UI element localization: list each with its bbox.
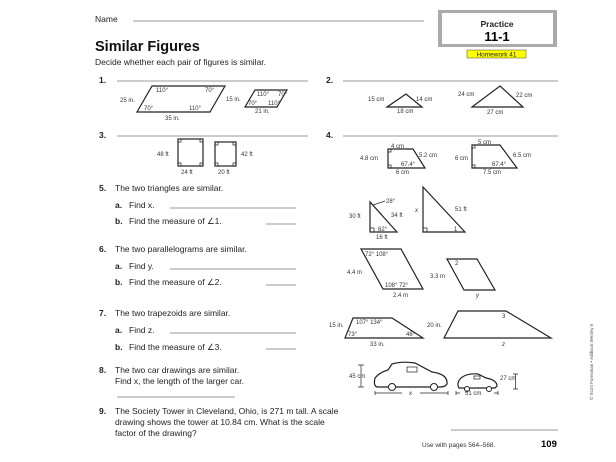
side-label: 6 cm bbox=[396, 170, 410, 176]
problem-6-text: The two parallelograms are similar. bbox=[115, 244, 247, 254]
problem-3-number: 3. bbox=[99, 130, 107, 140]
problem-5-number: 5. bbox=[99, 183, 107, 193]
problem-9-text: drawing shows the tower at 10.84 cm. What is the scale bbox=[115, 417, 325, 427]
lesson-number: 11-1 bbox=[484, 29, 510, 44]
part-b-text: Find the measure of ∠1. bbox=[129, 216, 222, 226]
side-label: 14 cm bbox=[416, 97, 433, 103]
angle-label: 2 bbox=[455, 261, 459, 267]
problem-9-number: 9. bbox=[99, 406, 107, 416]
trapezoid-7b bbox=[444, 311, 551, 338]
footer-reference: Use with pages 564–568. bbox=[422, 442, 496, 449]
side-label: 6 cm bbox=[455, 156, 469, 162]
dimension-label: 51 cm bbox=[465, 391, 482, 397]
angle-label: 67.4° bbox=[492, 162, 507, 168]
part-a-text: Find y. bbox=[129, 261, 154, 271]
angle-label: 67.4° bbox=[401, 162, 416, 168]
angle-label: 3 bbox=[502, 314, 506, 320]
problem-1-number: 1. bbox=[99, 75, 107, 85]
side-label: 5 cm bbox=[478, 140, 492, 146]
part-b-text: Find the measure of ∠3. bbox=[129, 342, 222, 352]
rectangle-3a bbox=[178, 139, 203, 166]
side-label: 20 ft bbox=[218, 170, 230, 176]
side-label: 51 ft bbox=[455, 207, 467, 213]
page-number: 109 bbox=[541, 439, 557, 450]
part-a-text: Find z. bbox=[129, 325, 155, 335]
part-b-label: b. bbox=[115, 277, 123, 287]
problem-9-text: factor of the drawing? bbox=[115, 428, 197, 438]
dimension-label: x bbox=[409, 391, 412, 397]
angle-label: 110° bbox=[156, 88, 168, 94]
side-label: y bbox=[476, 293, 479, 299]
part-a-label: a. bbox=[115, 200, 123, 210]
side-label: 15 in. bbox=[226, 97, 241, 103]
problem-8-text: The two car drawings are similar. bbox=[115, 365, 240, 375]
problem-8-number: 8. bbox=[99, 365, 107, 375]
problem-9-text: The Society Tower in Cleveland, Ohio, is 271 m tall. A scale bbox=[115, 406, 339, 416]
angle-label: 110° bbox=[189, 106, 201, 112]
dimension-label: 45 cm bbox=[349, 374, 366, 380]
part-a-text: Find x. bbox=[129, 200, 155, 210]
side-label: 35 in. bbox=[165, 116, 180, 122]
angle-label: 73° bbox=[348, 332, 358, 338]
angle-label: 70° bbox=[144, 106, 154, 112]
problem-2-number: 2. bbox=[326, 75, 334, 85]
side-label: 48 ft bbox=[157, 152, 169, 158]
page-title: Similar Figures bbox=[95, 39, 200, 55]
angle-label: 28° bbox=[386, 199, 396, 205]
side-label: 21 in. bbox=[255, 109, 270, 115]
side-label: 7.5 cm bbox=[483, 170, 502, 176]
side-label: 25 in. bbox=[120, 98, 135, 104]
side-label: 42 ft bbox=[241, 152, 253, 158]
part-a-label: a. bbox=[115, 261, 123, 271]
side-label: 15 in. bbox=[329, 323, 344, 329]
part-b-label: b. bbox=[115, 216, 123, 226]
problem-7-text: The two trapezoids are similar. bbox=[115, 308, 231, 318]
name-label: Name bbox=[95, 14, 118, 24]
practice-label: Practice bbox=[480, 19, 514, 29]
part-b-label: b. bbox=[115, 342, 123, 352]
problem-8-text: Find x, the length of the larger car. bbox=[115, 376, 244, 386]
side-label: 16 ft bbox=[376, 235, 388, 241]
side-label: z bbox=[502, 342, 505, 348]
large-car-drawing bbox=[358, 362, 448, 395]
rectangle-3b bbox=[215, 142, 236, 166]
side-label: 33 in. bbox=[370, 342, 385, 348]
dimension-label: 27 cm bbox=[500, 376, 517, 382]
side-label: 15 cm bbox=[368, 97, 385, 103]
side-label: 3.3 m bbox=[430, 274, 446, 280]
part-a-label: a. bbox=[115, 325, 123, 335]
right-angle-marks bbox=[178, 139, 203, 166]
angle-label: 1 bbox=[454, 227, 458, 233]
side-label: 20 in. bbox=[427, 323, 442, 329]
part-b-text: Find the measure of ∠2. bbox=[129, 277, 222, 287]
angle-label: 110° bbox=[268, 101, 280, 107]
side-label: 5.2 cm bbox=[419, 153, 438, 159]
side-label: 6.5 cm bbox=[513, 153, 532, 159]
side-label: 24 ft bbox=[181, 170, 193, 176]
problem-5-text: The two triangles are similar. bbox=[115, 183, 224, 193]
side-label: 4 cm bbox=[391, 144, 405, 150]
problem-6-number: 6. bbox=[99, 244, 107, 254]
problem-7-number: 7. bbox=[99, 308, 107, 318]
side-label: 34 ft bbox=[391, 213, 403, 219]
angle-label: 46° bbox=[406, 332, 416, 338]
side-label: 4.8 cm bbox=[360, 156, 379, 162]
instructions: Decide whether each pair of figures is similar. bbox=[95, 57, 267, 67]
angle-label: 110° bbox=[257, 92, 269, 98]
angle-label: 70° bbox=[205, 88, 215, 94]
side-label: 22 cm bbox=[516, 93, 533, 99]
side-label: 30 ft bbox=[349, 214, 361, 220]
angle-label: 62° bbox=[378, 227, 388, 233]
angle-label: 72° 108° bbox=[365, 252, 389, 258]
problem-4-number: 4. bbox=[326, 130, 334, 140]
right-angle-marks bbox=[215, 142, 236, 166]
side-label: 27 cm bbox=[487, 110, 504, 116]
side-label: x bbox=[415, 208, 418, 214]
side-label: 4.4 m bbox=[347, 270, 363, 276]
angle-pointer bbox=[373, 201, 385, 205]
side-label: 24 cm bbox=[458, 92, 475, 98]
angle-label: 108° 72° bbox=[385, 283, 409, 289]
homework-badge: Homework 41 bbox=[476, 51, 517, 59]
copyright-notice: © Scott Foresman • Addison Wesley 6 bbox=[589, 323, 594, 400]
angle-label: 70° bbox=[278, 92, 288, 98]
side-label: 18 cm bbox=[397, 109, 414, 115]
side-label: 2.4 m bbox=[393, 293, 409, 299]
angle-label: 107° 134° bbox=[356, 320, 383, 326]
angle-label: 70° bbox=[248, 101, 258, 107]
practice-box bbox=[438, 10, 557, 47]
